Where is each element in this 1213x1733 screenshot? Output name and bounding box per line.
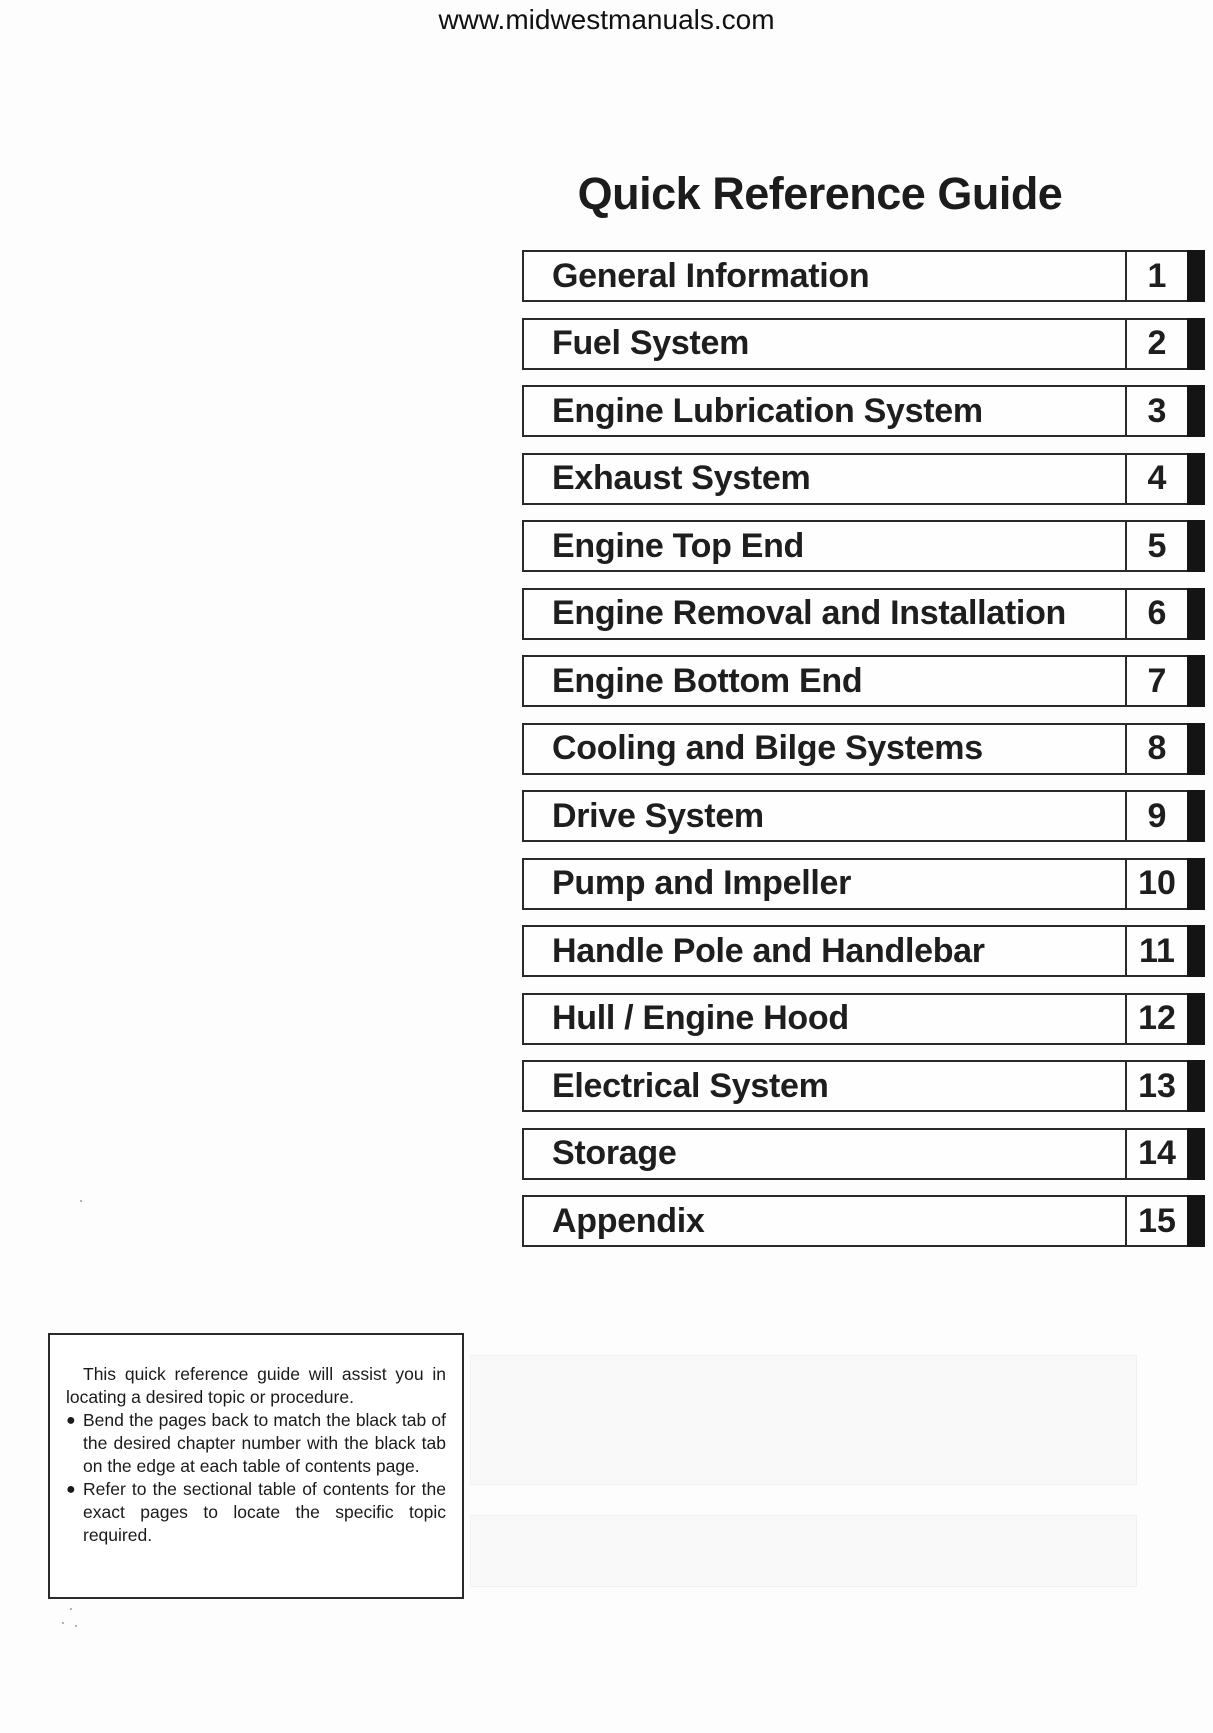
chapter-label: Fuel System <box>522 318 1127 370</box>
chapter-label: Engine Top End <box>522 520 1127 572</box>
paper-speck <box>62 1622 64 1624</box>
chapter-number: 6 <box>1127 588 1187 640</box>
note-bullet-text: Refer to the sectional table of contents for the exact pages to locate the specific topic required. <box>83 1479 446 1545</box>
chapter-number: 13 <box>1127 1060 1187 1112</box>
chapter-number: 9 <box>1127 790 1187 842</box>
chapter-label: Appendix <box>522 1195 1127 1247</box>
bullet-icon: ● <box>66 1481 76 1498</box>
chapter-number: 12 <box>1127 993 1187 1045</box>
page-title: Quick Reference Guide <box>577 168 1063 219</box>
chapter-label: Drive System <box>522 790 1127 842</box>
paper-speck <box>80 1200 82 1202</box>
chapter-label: Engine Removal and Installation <box>522 588 1127 640</box>
chapter-number: 2 <box>1127 318 1187 370</box>
chapter-number: 7 <box>1127 655 1187 707</box>
chapter-row[interactable] <box>522 520 1210 572</box>
note-intro: This quick reference guide will assist you in locating a desired topic or procedure. <box>66 1364 446 1407</box>
black-tab[interactable] <box>1187 655 1205 707</box>
chapter-label: Pump and Impeller <box>522 858 1127 910</box>
chapter-row[interactable] <box>522 1060 1210 1112</box>
bullet-icon: ● <box>66 1412 76 1429</box>
chapter-row[interactable] <box>522 318 1210 370</box>
chapter-row[interactable] <box>522 385 1210 437</box>
chapter-row[interactable] <box>522 453 1210 505</box>
black-tab[interactable] <box>1187 520 1205 572</box>
black-tab[interactable] <box>1187 1128 1205 1180</box>
paper-speck <box>70 1608 72 1610</box>
chapter-label: General Information <box>522 250 1127 302</box>
black-tab[interactable] <box>1187 993 1205 1045</box>
chapter-number: 5 <box>1127 520 1187 572</box>
chapter-row[interactable] <box>522 588 1210 640</box>
website-url[interactable]: www.midwestmanuals.com <box>438 4 775 35</box>
usage-note-box <box>48 1333 464 1599</box>
bleed-through-shadow <box>470 1515 1137 1587</box>
chapter-number: 15 <box>1127 1195 1187 1247</box>
note-bullet-text: Bend the pages back to match the black tab of the desired chapter number with the black tab on the edge at each table of contents page. <box>83 1410 446 1476</box>
chapter-label: Engine Lubrication System <box>522 385 1127 437</box>
black-tab[interactable] <box>1187 1195 1205 1247</box>
paper-speck <box>75 1625 77 1627</box>
black-tab[interactable] <box>1187 1060 1205 1112</box>
chapter-number: 4 <box>1127 453 1187 505</box>
black-tab[interactable] <box>1187 723 1205 775</box>
chapter-row[interactable] <box>522 723 1210 775</box>
chapter-label: Electrical System <box>522 1060 1127 1112</box>
black-tab[interactable] <box>1187 858 1205 910</box>
chapter-row[interactable] <box>522 993 1210 1045</box>
chapter-label: Cooling and Bilge Systems <box>522 723 1127 775</box>
chapter-label: Storage <box>522 1128 1127 1180</box>
chapter-row[interactable] <box>522 1195 1210 1247</box>
bleed-through-shadow <box>470 1355 1137 1485</box>
chapter-number: 10 <box>1127 858 1187 910</box>
chapter-label: Engine Bottom End <box>522 655 1127 707</box>
chapter-number: 1 <box>1127 250 1187 302</box>
black-tab[interactable] <box>1187 250 1205 302</box>
chapter-row[interactable] <box>522 858 1210 910</box>
chapter-index <box>522 250 1212 1263</box>
black-tab[interactable] <box>1187 385 1205 437</box>
chapter-row[interactable] <box>522 790 1210 842</box>
chapter-row[interactable] <box>522 250 1210 302</box>
black-tab[interactable] <box>1187 790 1205 842</box>
black-tab[interactable] <box>1187 453 1205 505</box>
chapter-label: Handle Pole and Handlebar <box>522 925 1127 977</box>
chapter-row[interactable] <box>522 655 1210 707</box>
black-tab[interactable] <box>1187 588 1205 640</box>
chapter-label: Hull / Engine Hood <box>522 993 1127 1045</box>
note-bullet-item <box>66 1478 446 1547</box>
chapter-number: 11 <box>1127 925 1187 977</box>
black-tab[interactable] <box>1187 925 1205 977</box>
black-tab[interactable] <box>1187 318 1205 370</box>
chapter-number: 14 <box>1127 1128 1187 1180</box>
chapter-number: 3 <box>1127 385 1187 437</box>
note-bullet-item <box>66 1409 446 1478</box>
chapter-number: 8 <box>1127 723 1187 775</box>
chapter-row[interactable] <box>522 925 1210 977</box>
chapter-label: Exhaust System <box>522 453 1127 505</box>
chapter-row[interactable] <box>522 1128 1210 1180</box>
